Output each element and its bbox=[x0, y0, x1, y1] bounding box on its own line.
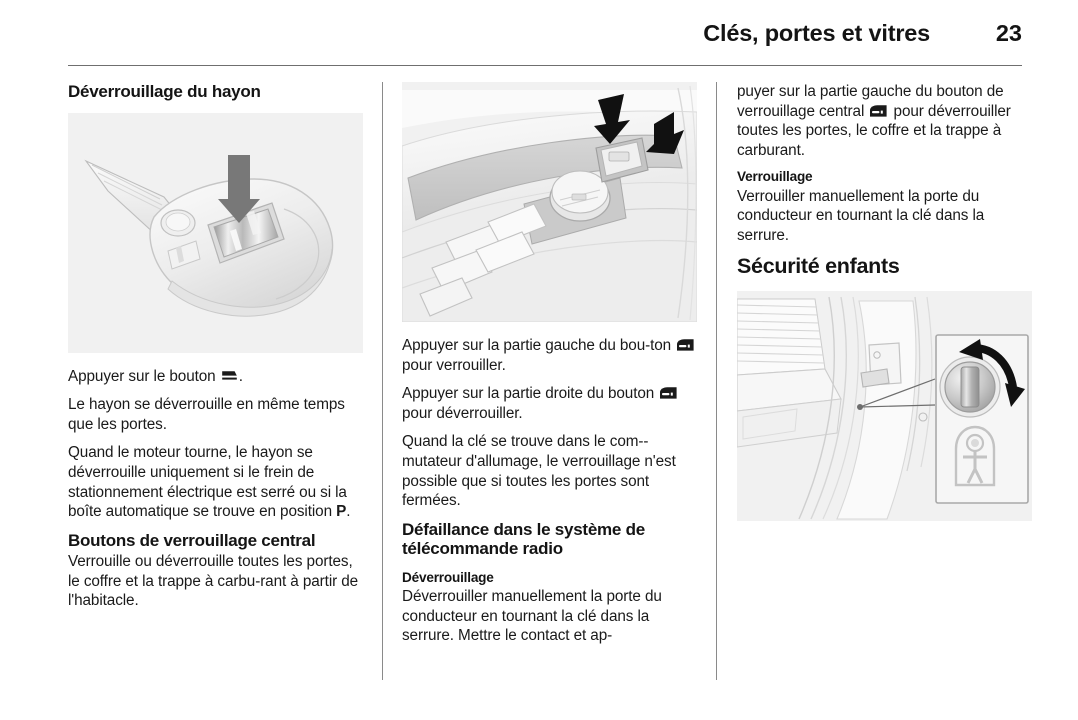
section-title-radio-remote-failure: Défaillance dans le système de télécommande radio bbox=[402, 519, 645, 559]
paragraph-text-before-icon: Appuyer sur la partie droite du bouton bbox=[402, 385, 659, 403]
column-divider-2 bbox=[716, 82, 717, 680]
gear-position-label: P bbox=[336, 503, 347, 521]
paragraph-tailgate-unlock: Le hayon se déverrouille en même temps que les portes. bbox=[68, 396, 345, 433]
central-door-lock-icon bbox=[869, 104, 888, 118]
section-title-tailgate-release: Déverrouillage du hayon bbox=[68, 82, 261, 101]
paragraph-engine-running bbox=[68, 443, 363, 521]
paragraph-press-button bbox=[68, 367, 363, 387]
paragraph-central-lock-description: Verrouille ou déverrouille toutes les portes, le coffre et la trappe à carbu-rant à partir de l'habitacle. bbox=[68, 553, 359, 610]
column-right bbox=[737, 82, 1032, 531]
central-door-lock-icon bbox=[659, 386, 678, 400]
section-title-central-lock-buttons: Boutons de verrouillage central bbox=[68, 530, 316, 550]
child-safety-lock-figure bbox=[737, 291, 1032, 521]
paragraph-text-a: Quand le moteur tourne, le hayon se déverrouille uniquement si le frein de stationnement électrique est serré ou si la boîte automatique se trouve en position bbox=[68, 444, 347, 521]
paragraph-text-after-icon: pour déverrouiller. bbox=[402, 404, 523, 422]
paragraph-text-b: . bbox=[346, 503, 351, 521]
paragraph-key-in-ignition: Quand la clé se trouve dans le com-mutateur d'allumage, le verrouillage n'est possible que si toutes les portes sont fermées. bbox=[402, 433, 676, 510]
paragraph-manual-lock: Verrouiller manuellement la porte du conducteur en tournant la clé dans la serrure. bbox=[737, 187, 985, 244]
page-header bbox=[68, 20, 1022, 64]
paragraph-press-right-unlock bbox=[402, 384, 697, 423]
paragraph-text-before-icon: Appuyer sur la partie gauche du bou-ton bbox=[402, 337, 676, 354]
paragraph-text-after-icon: . bbox=[238, 367, 243, 385]
page-title: Clés, portes et vitres bbox=[703, 20, 930, 46]
header-rule bbox=[68, 65, 1022, 66]
tailgate-release-icon bbox=[221, 370, 238, 383]
sub-title-locking: Verrouillage bbox=[737, 169, 813, 185]
central-door-lock-icon bbox=[676, 338, 695, 352]
paragraph-press-left-lock bbox=[402, 336, 697, 375]
sub-title-unlocking: Déverrouillage bbox=[402, 569, 494, 585]
paragraph-unlock-continued bbox=[737, 82, 1032, 160]
key-fob-tailgate-button-figure bbox=[68, 113, 363, 353]
section-title-child-safety: Sécurité enfants bbox=[737, 254, 900, 279]
column-left bbox=[68, 82, 363, 620]
paragraph-text-before-icon: puyer sur la partie gauche du bouton de verrouillage central bbox=[737, 83, 1004, 120]
paragraph-text-before-icon: Appuyer sur le bouton bbox=[68, 367, 220, 385]
paragraph-text-after-icon: pour verrouiller. bbox=[402, 356, 506, 374]
door-panel-central-lock-figure bbox=[402, 82, 697, 322]
page-number: 23 bbox=[995, 20, 1022, 46]
paragraph-manual-unlock: Déverrouiller manuellement la porte du conducteur en tournant la clé dans la serrure. Mettre le contact et ap- bbox=[402, 588, 662, 645]
column-middle bbox=[402, 82, 697, 655]
column-divider-1 bbox=[382, 82, 383, 680]
paragraph-text-after-icon: pour déverrouiller toutes les portes, le coffre et la trappe à carburant. bbox=[737, 102, 1011, 159]
